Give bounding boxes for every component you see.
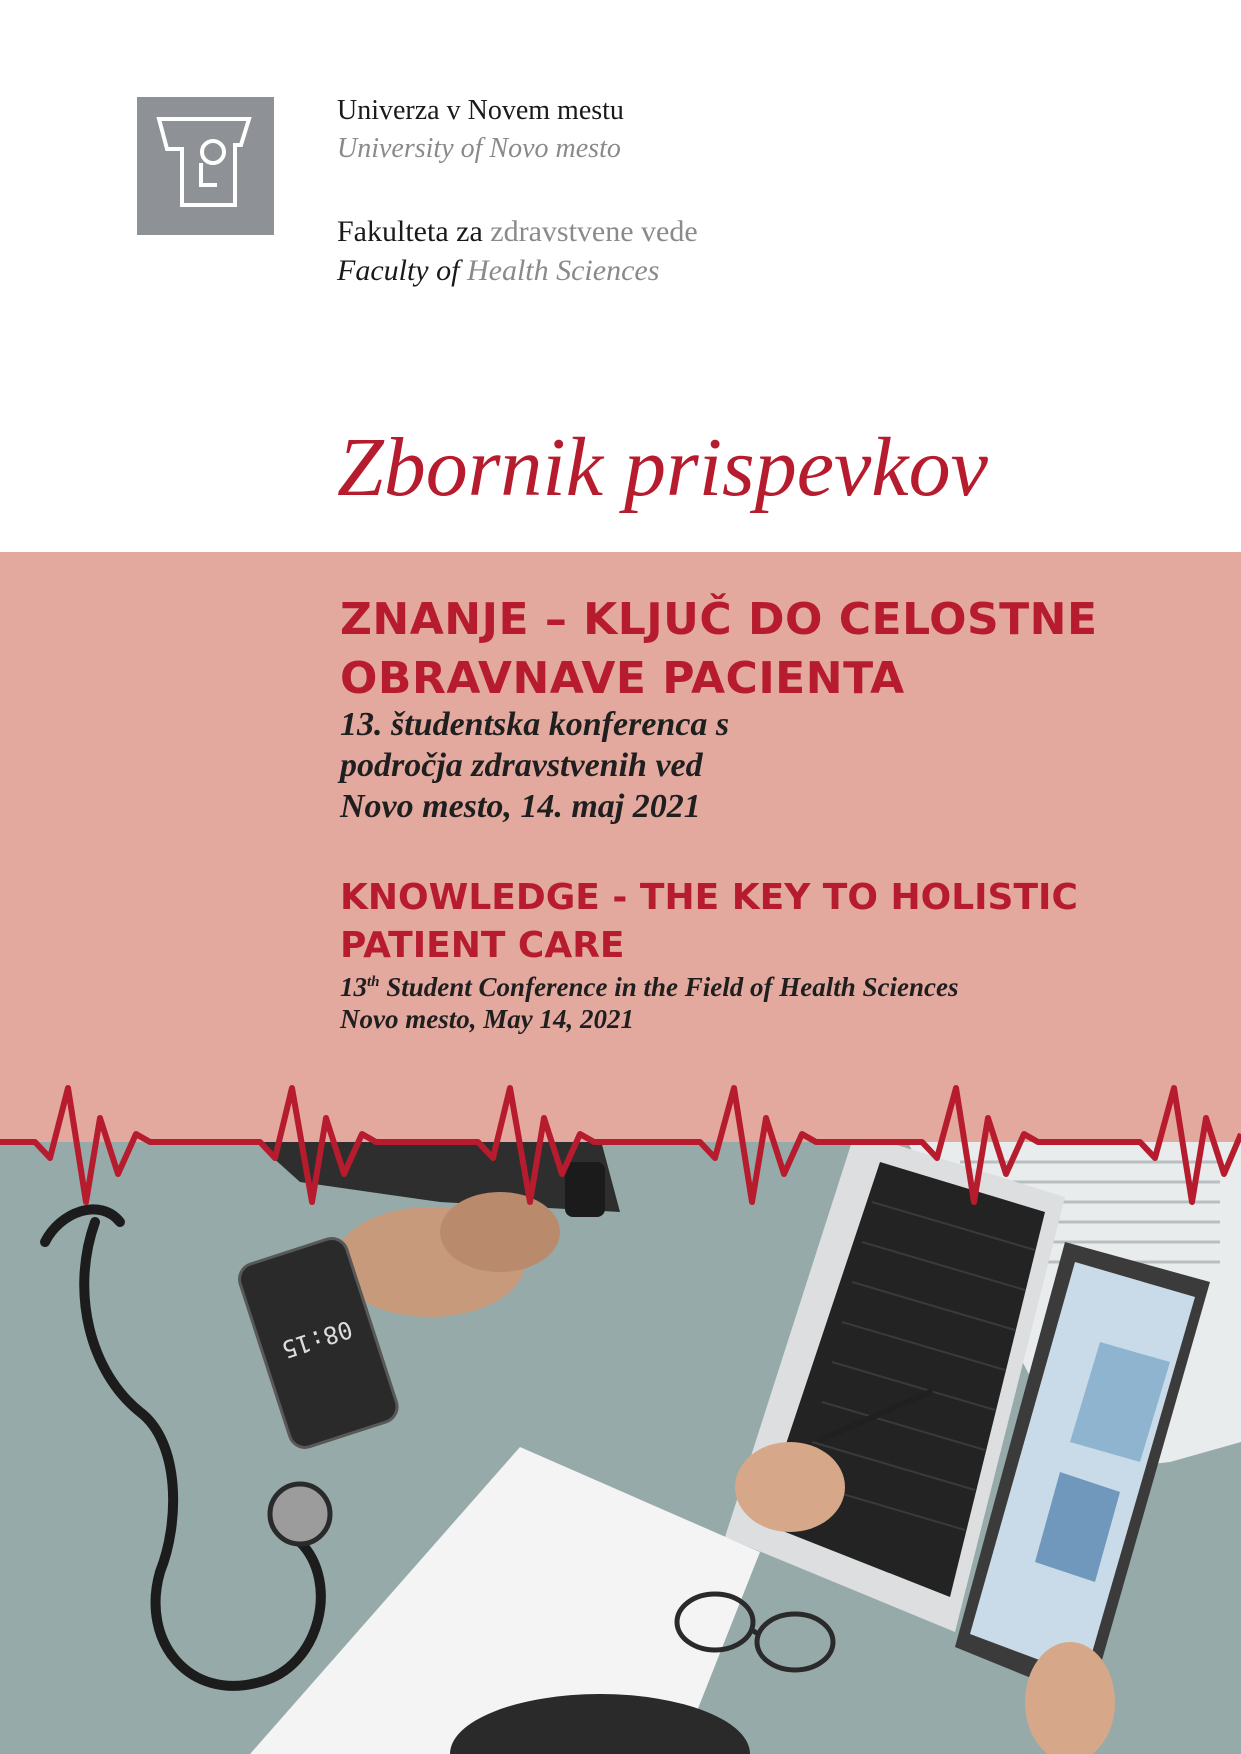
faculty-name xyxy=(337,212,698,290)
university-name-en: University of Novo mesto xyxy=(337,133,621,164)
slovene-subtitle-line1: 13. študentska konferenca s xyxy=(340,706,730,743)
english-subtitle xyxy=(340,966,959,1035)
faculty-name-sl xyxy=(337,212,698,251)
university-logo xyxy=(137,97,274,235)
phone-clock: 08:15 xyxy=(278,1314,356,1364)
university-name-sl: Univerza v Novem mestu xyxy=(337,95,624,126)
slovene-heading-line2: OBRAVNAVE PACIENTA xyxy=(340,653,905,704)
english-sub-num: 13 xyxy=(340,972,367,1002)
faculty-sl-rest: zdravstvene vede xyxy=(490,215,698,248)
cover-photo xyxy=(0,1142,1241,1754)
english-heading-line2: PATIENT CARE xyxy=(340,925,625,966)
slovene-subtitle-line3: Novo mesto, 14. maj 2021 xyxy=(340,788,701,825)
english-subtitle-line1 xyxy=(340,966,959,1003)
english-subtitle-line2: Novo mesto, May 14, 2021 xyxy=(340,1004,634,1034)
document-title: Zbornik prispevkov xyxy=(337,421,988,514)
university-name xyxy=(337,92,624,168)
english-heading xyxy=(340,874,1220,970)
slovene-subtitle xyxy=(340,704,729,827)
english-heading-line1: KNOWLEDGE - THE KEY TO HOLISTIC xyxy=(340,877,1078,918)
english-sub-sup: th xyxy=(367,974,380,990)
heartbeat-line-icon xyxy=(0,1070,1241,1230)
faculty-en-rest: Health Sciences xyxy=(466,254,660,287)
faculty-en-prefix: Faculty of xyxy=(337,254,460,287)
english-sub-rest: Student Conference in the Field of Health Sciences xyxy=(379,972,959,1002)
university-logo-icon xyxy=(137,97,274,235)
slovene-heading xyxy=(340,590,1220,708)
slovene-heading-line1: ZNANJE – KLJUČ DO CELOSTNE xyxy=(340,594,1098,645)
faculty-sl-prefix: Fakulteta za xyxy=(337,215,483,248)
slovene-subtitle-line2: področja zdravstvenih ved xyxy=(340,747,703,784)
faculty-name-en xyxy=(337,251,698,290)
